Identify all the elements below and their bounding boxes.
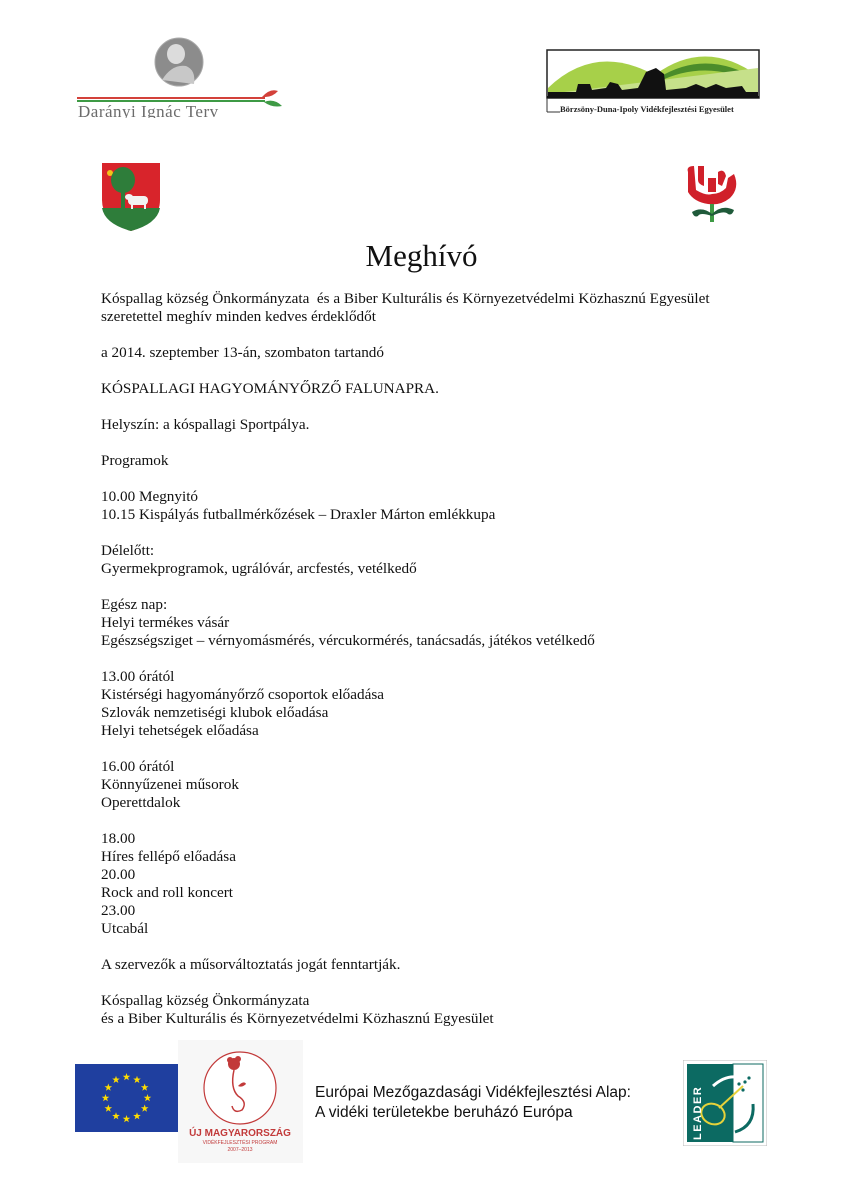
- eafrd-line-1: Európai Mezőgazdasági Vidékfejlesztési Alap:: [315, 1084, 631, 1101]
- body-line: Délelőtt:: [101, 542, 155, 559]
- ujm-title: ÚJ MAGYARORSZÁG: [189, 1128, 291, 1139]
- body-line: 10.00 Megnyitó: [101, 488, 199, 505]
- blank-line: [101, 524, 821, 542]
- invitation-body: [101, 290, 821, 1028]
- body-line: Híres fellépő előadása: [101, 848, 236, 865]
- eu-flag-icon: [75, 1064, 178, 1132]
- body-line: Helyi tehetségek előadása: [101, 722, 259, 739]
- coat-of-arms-icon: [101, 162, 161, 232]
- body-line: Szlovák nemzetiségi klubok előadása: [101, 704, 329, 721]
- body-line: 10.15 Kispályás futballmérkőzések – Draxler Márton emlékkupa: [101, 506, 496, 523]
- body-line: 20.00: [101, 866, 136, 883]
- ujm-subtitle: VIDÉKFEJLESZTÉSI PROGRAM: [202, 1140, 278, 1146]
- blank-line: [101, 470, 821, 488]
- blank-line: [101, 650, 821, 668]
- tulip-logo-icon: [682, 162, 742, 226]
- blank-line: [101, 362, 821, 380]
- body-line: KÓSPALLAGI HAGYOMÁNYŐRZŐ FALUNAPRA.: [101, 380, 439, 397]
- body-line: Helyszín: a kóspallagi Sportpálya.: [101, 416, 310, 433]
- eafrd-text: [315, 1083, 631, 1123]
- leader-text: LEADER: [692, 1085, 704, 1140]
- blank-line: [101, 434, 821, 452]
- blank-line: [101, 326, 821, 344]
- body-line: Egész nap:: [101, 596, 168, 613]
- body-line: Utcabál: [101, 920, 149, 937]
- body-line: Könnyűzenei műsorok: [101, 776, 239, 793]
- body-line: 18.00: [101, 830, 136, 847]
- body-line: a 2014. szeptember 13-án, szombaton tartandó: [101, 344, 384, 361]
- body-line: 16.00 órától: [101, 758, 175, 775]
- body-line: és a Biber Kulturális és Környezetvédelmi Közhasznú Egyesület: [101, 1010, 494, 1027]
- body-line: Kistérségi hagyományőrző csoportok előadása: [101, 686, 384, 703]
- blank-line: [101, 938, 821, 956]
- body-line: Rock and roll koncert: [101, 884, 234, 901]
- body-line: Operettdalok: [101, 794, 181, 811]
- body-line: Egészségsziget – vérnyomásmérés, vércukormérés, tanácsadás, játékos vetélkedő: [101, 632, 595, 649]
- daranyi-logo-text: Darányi Ignác Terv: [78, 102, 219, 118]
- bdi-logo-text: Börzsöny-Duna-Ipoly Vidékfejlesztési Egyesület: [560, 104, 734, 114]
- blank-line: [101, 578, 821, 596]
- leader-logo: [683, 1060, 767, 1146]
- blank-line: [101, 398, 821, 416]
- body-line: 23.00: [101, 902, 136, 919]
- body-line: Kóspallag község Önkormányzata: [101, 992, 310, 1009]
- blank-line: [101, 974, 821, 992]
- borzsony-duna-ipoly-logo: [546, 48, 768, 120]
- body-line: 13.00 órától: [101, 668, 175, 685]
- body-line: Kóspallag község Önkormányzata és a Biber Kulturális és Környezetvédelmi Közhasznú Egyesület: [101, 290, 710, 307]
- page-title: Meghívó: [365, 238, 478, 273]
- eafrd-line-2: A vidéki területekbe beruházó Európa: [315, 1104, 573, 1121]
- ujm-years: 2007–2013: [227, 1147, 253, 1153]
- blank-line: [101, 740, 821, 758]
- blank-line: [101, 812, 821, 830]
- uj-magyarorszag-logo: [178, 1040, 303, 1163]
- body-line: Programok: [101, 452, 169, 469]
- body-line: Gyermekprogramok, ugrálóvár, arcfestés, vetélkedő: [101, 560, 417, 577]
- body-line: A szervezők a műsorváltoztatás jogát fenntartják.: [101, 956, 401, 973]
- daranyi-ignac-terv-logo: [72, 36, 286, 118]
- body-line: Helyi termékes vásár: [101, 614, 230, 631]
- body-line: szeretettel meghív minden kedves érdeklődőt: [101, 308, 376, 325]
